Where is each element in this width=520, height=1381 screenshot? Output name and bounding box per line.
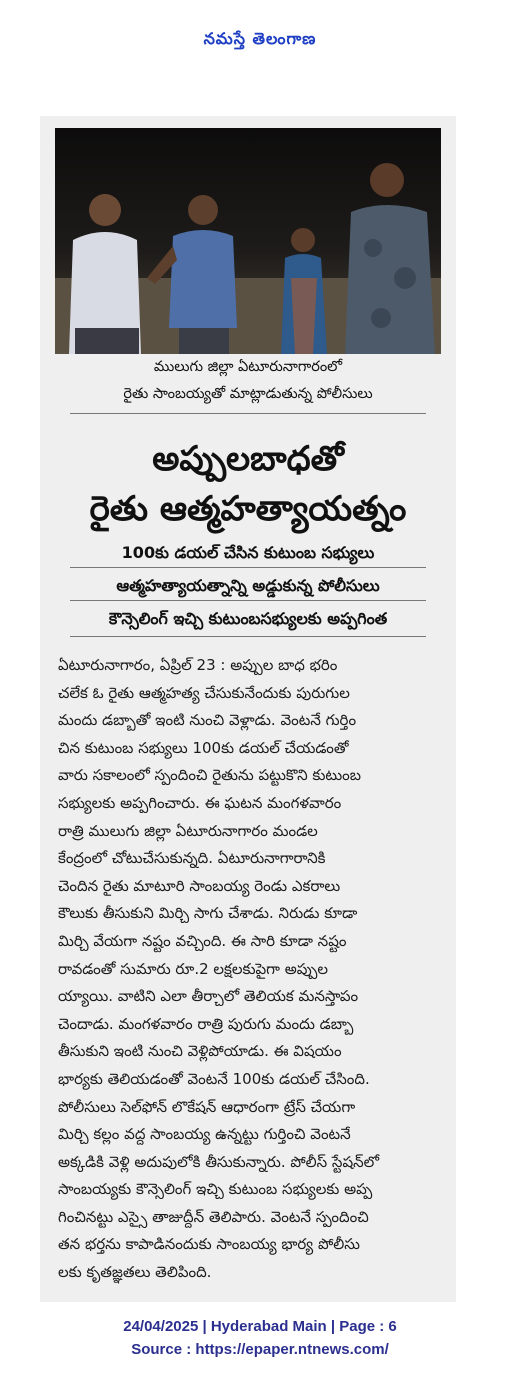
masthead-title: నమస్తే తెలంగాణ — [203, 29, 317, 48]
body-line: వారు సకాలంలో స్పందించి రైతును పట్టుకొని కుటుంబ — [58, 766, 362, 785]
footer-date-edition: 24/04/2025 | Hyderabad Main | Page : 6 — [123, 1318, 397, 1335]
body-line: తన భర్తను కాపాడినందుకు సాంబయ్య భార్య పోలీసు — [58, 1235, 360, 1254]
body-line: ఏటూరునాగారం, ఏప్రిల్ 23 : అప్పుల బాధ భరిం — [58, 656, 338, 674]
body-line: మందు డబ్బాతో ఇంటి నుంచి వెళ్లాడు. వెంటనే గుర్తిం — [58, 711, 357, 730]
body-line: సభ్యులకు అప్పగించారు. ఈ ఘటన మంగళవారం — [58, 793, 342, 812]
body-line: చలేక ఓ రైతు ఆత్మహత్య చేసుకునేందుకు పురుగుల — [58, 683, 350, 702]
subheading: 100కు డయల్ చేసిన కుటుంబ సభ్యులు — [121, 543, 375, 562]
body-line: య్యాయి. వాటిని ఎలా తీర్చాలో తెలియక మనస్తాపం — [58, 987, 359, 1006]
body-line: కేంద్రంలో చోటుచేసుకున్నది. ఏటూరునాగారానికి — [58, 849, 326, 868]
subheading: కౌన్సెలింగ్ ఇచ్చి కుటుంబసభ్యులకు అప్పగింత — [108, 609, 388, 628]
body-line: చెందిన రైతు మాటూరి సాంబయ్య రెండు ఎకరాలు — [58, 876, 341, 895]
headline — [50, 434, 446, 534]
body-line: అక్కడికి వెళ్లి అదుపులోకి తీసుకున్నారు. పోలీస్ స్టేషన్‌లో — [58, 1152, 380, 1171]
subheading: ఆత్మహత్యాయత్నాన్ని అడ్డుకున్న పోలీసులు — [116, 576, 380, 595]
photo-caption — [60, 354, 436, 412]
body-line: చెందాడు. మంగళవారం రాత్రి పురుగు మందు డబ్బా — [58, 1014, 354, 1033]
article-clipping — [40, 116, 456, 1302]
body-line: రాత్రి ములుగు జిల్లా ఏటూరునాగారం మండల — [58, 821, 318, 840]
body-line: పోలీసులు సెల్‌ఫోన్ లొకేషన్ ఆధారంగా ట్రేస్ చేయగా — [58, 1097, 356, 1116]
body-line: రావడంతో సుమారు రూ.2 లక్షలకుపైగా అప్పుల — [58, 959, 328, 978]
body-line: గించినట్టు ఎస్సై తాజుద్దీన్ తెలిపారు. వెంటనే స్పందించి — [58, 1207, 369, 1226]
subheadings — [50, 536, 446, 635]
headline-line: రైతు ఆత్మహత్యాయత్నం — [89, 489, 407, 529]
headline-line: అప్పులబాధతో — [152, 439, 344, 479]
body-line: చిన కుటుంబ సభ్యులు 100కు డయల్ చేయడంతో — [58, 738, 349, 757]
body-line: కౌలుకు తీసుకుని మిర్చి సాగు చేశాడు. నిరుడు కూడా — [58, 904, 358, 923]
photo-image — [55, 128, 441, 354]
body-line: మిర్చి వేయగా నష్టం వచ్చింది. ఈ సారి కూడా నష్టం — [58, 931, 347, 950]
article-body — [58, 652, 438, 1287]
divider — [70, 636, 426, 637]
caption-line: ములుగు జిల్లా ఏటూరునాగారంలో — [153, 359, 343, 375]
caption-line: రైతు సాంబయ్యతో మాట్లాడుతున్న పోలీసులు — [123, 386, 373, 402]
divider — [70, 413, 426, 414]
body-line: భార్యకు తెలియడంతో వెంటనే 100కు డయల్ చేసింది. — [58, 1069, 370, 1088]
body-line: లకు కృతజ్ఞతలు తెలిపింది. — [58, 1263, 212, 1282]
divider — [70, 567, 426, 568]
footer-source-link[interactable]: Source : https://epaper.ntnews.com/ — [131, 1341, 389, 1358]
body-line: సాంబయ్యకు కౌన్సెలింగ్ ఇచ్చి కుటుంబ సభ్యులకు అప్ప — [58, 1180, 373, 1199]
article-photo — [55, 128, 441, 354]
divider — [70, 600, 426, 601]
body-line: తీసుకుని ఇంటి నుంచి వెళ్లిపోయాడు. ఈ విషయం — [58, 1042, 342, 1061]
body-line: మిర్చి కల్లం వద్ద సాంబయ్య ఉన్నట్టు గుర్తించి వెంటనే — [58, 1125, 351, 1144]
